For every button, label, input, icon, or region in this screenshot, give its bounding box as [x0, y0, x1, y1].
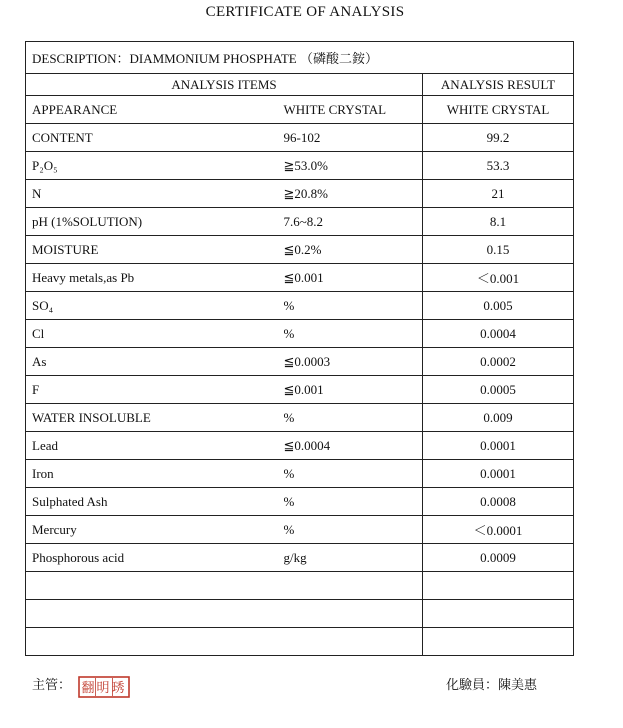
result-cell: ＜0.001: [423, 264, 574, 292]
spec-cell: ≧53.0%: [278, 152, 423, 180]
supervisor-seal-icon: [78, 676, 130, 698]
result-cell: 21: [423, 180, 574, 208]
table-row: [26, 404, 574, 432]
spec-cell: %: [278, 292, 423, 320]
item-cell: P₂O₅: [26, 152, 278, 180]
item-cell: Lead: [26, 432, 278, 460]
spec-cell: 96-102: [278, 124, 423, 152]
analysis-items-header: ANALYSIS ITEMS: [26, 74, 423, 96]
empty-cell: [423, 628, 574, 656]
spec-cell: %: [278, 516, 423, 544]
result-cell: ＜0.0001: [423, 516, 574, 544]
item-cell: As: [26, 348, 278, 376]
description-row: [26, 42, 574, 74]
table-row: [26, 236, 574, 264]
result-cell: 53.3: [423, 152, 574, 180]
result-cell: 0.0001: [423, 460, 574, 488]
result-cell: WHITE CRYSTAL: [423, 96, 574, 124]
result-cell: 0.009: [423, 404, 574, 432]
result-cell: 0.0001: [423, 432, 574, 460]
table-row: [26, 96, 574, 124]
table-row: [26, 376, 574, 404]
spec-cell: %: [278, 404, 423, 432]
item-cell: Mercury: [26, 516, 278, 544]
header-row: [26, 74, 574, 96]
item-cell: WATER INSOLUBLE: [26, 404, 278, 432]
spec-cell: WHITE CRYSTAL: [278, 96, 423, 124]
table-row: [26, 488, 574, 516]
item-cell: Phosphorous acid: [26, 544, 278, 572]
item-cell: Cl: [26, 320, 278, 348]
spec-cell: ≦0.0003: [278, 348, 423, 376]
result-cell: 8.1: [423, 208, 574, 236]
result-cell: 0.15: [423, 236, 574, 264]
empty-cell: [423, 572, 574, 600]
spec-cell: ≦0.2%: [278, 236, 423, 264]
empty-cell: [26, 628, 278, 656]
supervisor-label: 主管：: [32, 678, 72, 693]
inspector-label: 化驗員：陳美惠: [446, 678, 538, 693]
spec-cell: %: [278, 460, 423, 488]
table-row: [26, 544, 574, 572]
result-cell: 0.0005: [423, 376, 574, 404]
item-cell: CONTENT: [26, 124, 278, 152]
spec-cell: ≦0.0004: [278, 432, 423, 460]
result-cell: 0.0008: [423, 488, 574, 516]
result-cell: 0.0002: [423, 348, 574, 376]
spec-cell: %: [278, 320, 423, 348]
table-row: [26, 292, 574, 320]
item-cell: pH (1%SOLUTION): [26, 208, 278, 236]
spec-cell: g/kg: [278, 544, 423, 572]
empty-cell: [278, 600, 423, 628]
table-row: [26, 264, 574, 292]
spec-cell: ≦0.001: [278, 376, 423, 404]
description-cell: DESCRIPTION：DIAMMONIUM PHOSPHATE （磷酸二銨）: [26, 42, 574, 74]
table-row: [26, 208, 574, 236]
empty-row: [26, 572, 574, 600]
item-cell: MOISTURE: [26, 236, 278, 264]
empty-cell: [278, 628, 423, 656]
spec-cell: %: [278, 488, 423, 516]
item-cell: N: [26, 180, 278, 208]
empty-cell: [278, 572, 423, 600]
analysis-table: [25, 41, 574, 656]
svg-text:翻明琇: 翻明琇: [81, 681, 127, 696]
table-row: [26, 348, 574, 376]
empty-row: [26, 600, 574, 628]
table-row: [26, 320, 574, 348]
certificate-title: CERTIFICATE OF ANALYSIS: [205, 4, 405, 20]
result-cell: 0.0004: [423, 320, 574, 348]
item-cell: SO₄: [26, 292, 278, 320]
item-cell: APPEARANCE: [26, 96, 278, 124]
item-cell: F: [26, 376, 278, 404]
spec-cell: ≦0.001: [278, 264, 423, 292]
item-cell: Sulphated Ash: [26, 488, 278, 516]
result-cell: 0.005: [423, 292, 574, 320]
item-cell: Iron: [26, 460, 278, 488]
empty-cell: [423, 600, 574, 628]
table-row: [26, 152, 574, 180]
table-row: [26, 432, 574, 460]
table-row: [26, 460, 574, 488]
spec-cell: ≧20.8%: [278, 180, 423, 208]
item-cell: Heavy metals,as Pb: [26, 264, 278, 292]
table-row: [26, 124, 574, 152]
result-cell: 99.2: [423, 124, 574, 152]
result-cell: 0.0009: [423, 544, 574, 572]
table-row: [26, 180, 574, 208]
spec-cell: 7.6~8.2: [278, 208, 423, 236]
empty-cell: [26, 572, 278, 600]
analysis-result-header: ANALYSIS RESULT: [423, 74, 574, 96]
empty-cell: [26, 600, 278, 628]
empty-row: [26, 628, 574, 656]
table-row: [26, 516, 574, 544]
